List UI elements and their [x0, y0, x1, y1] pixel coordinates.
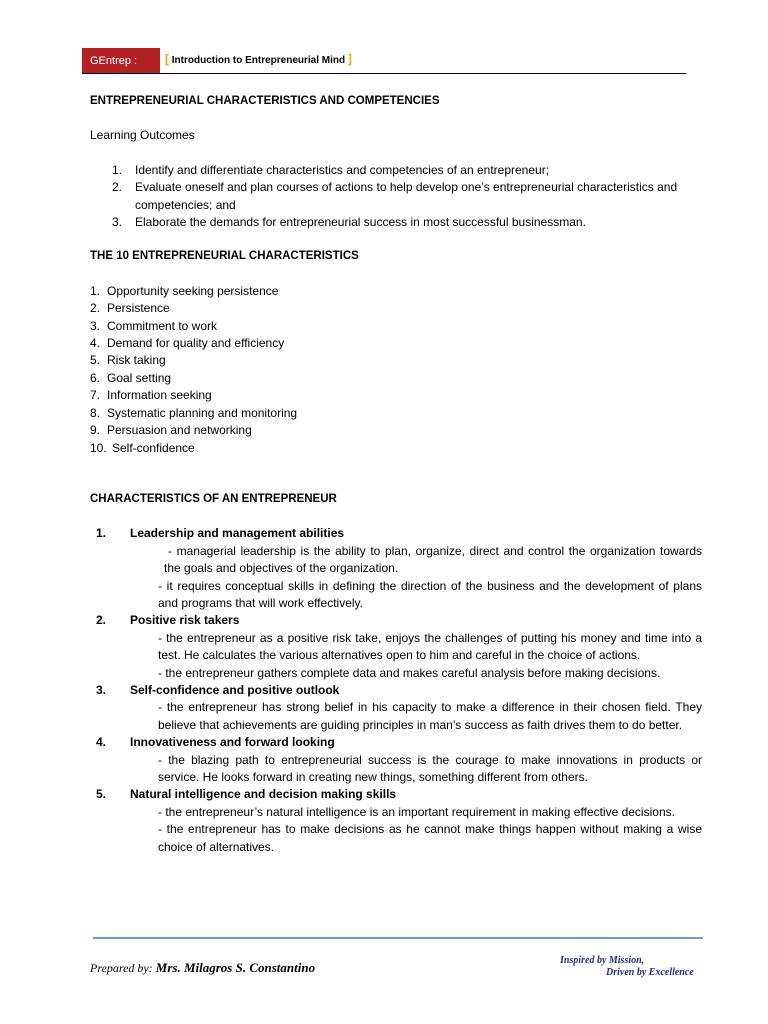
characteristic-title: Innovativeness and forward looking	[130, 735, 335, 750]
characteristic-title: Leadership and management abilities	[130, 526, 345, 541]
characteristic-desc: - the entrepreneur has strong belief in his capacity to make a difference in their chosen field. They believe that achievements are guiding principles in man’s success as faith drives them to do better.	[158, 700, 702, 732]
header-divider	[82, 73, 686, 74]
list-text: Information seeking	[107, 388, 212, 403]
characteristic-desc: - managerial leadership is the ability to plan, organize, direct and control the organization towards the goals and objectives of the organization.	[164, 543, 702, 576]
list-text: Commitment to work	[107, 318, 218, 333]
list-item	[90, 422, 702, 439]
list-number: 5.	[90, 353, 101, 368]
footer-divider	[93, 937, 703, 939]
list-number: 5.	[96, 787, 107, 802]
list-number: 4.	[96, 735, 107, 750]
list-text: Goal setting	[107, 370, 172, 385]
list-item	[90, 440, 702, 457]
list-item	[90, 179, 702, 214]
list-number: 1.	[96, 526, 107, 541]
characteristic-desc: - the entrepreneur gathers complete data and makes careful analysis before making decisions.	[158, 665, 661, 680]
list-text: Persistence	[107, 301, 170, 316]
header-tag: GEntrep :	[82, 48, 160, 74]
characteristic-desc: - the entrepreneur has to make decisions as he cannot make things happen without making a wise choice of alternatives.	[158, 822, 702, 854]
characteristic-title-row	[90, 525, 702, 542]
list-number: 2.	[96, 613, 107, 628]
list-text: Demand for quality and efficiency	[107, 336, 285, 351]
list-number: 2.	[112, 180, 123, 195]
document-body	[90, 93, 702, 856]
list-text: Self-confidence	[112, 440, 195, 455]
characteristic-desc: - the entrepreneur’s natural intelligence is an important requirement in making effective decisions.	[158, 804, 675, 819]
list-item	[90, 318, 702, 335]
prepared-by-name: Mrs. Milagros S. Constantino	[155, 960, 316, 975]
list-number: 1.	[90, 283, 101, 298]
list-item	[90, 214, 702, 231]
header-title-wrap	[165, 51, 352, 69]
bracket-open: [	[165, 52, 169, 66]
characteristic-title-row	[90, 682, 702, 699]
learning-outcomes-label: Learning Outcomes	[90, 128, 195, 143]
prepared-by	[90, 960, 315, 976]
list-text: Risk taking	[107, 353, 166, 368]
list-text: Persuasion and networking	[107, 423, 252, 438]
list-number: 6.	[90, 370, 101, 385]
header-title: Introduction to Entrepreneurial Mind	[171, 55, 346, 66]
list-number: 2.	[90, 301, 101, 316]
list-item	[90, 370, 702, 387]
characteristic-title-row	[90, 786, 702, 803]
list-text: Elaborate the demands for entrepreneurial success in most successful businessman.	[135, 215, 586, 230]
characteristics-list	[90, 525, 702, 856]
list-number: 7.	[90, 388, 101, 403]
list-item	[90, 162, 702, 179]
list-number: 10.	[90, 440, 107, 455]
bracket-close: ]	[347, 52, 352, 66]
list-text: Identify and differentiate characteristics and competencies of an entrepreneur;	[135, 162, 550, 177]
list-text: Opportunity seeking persistence	[107, 283, 279, 298]
characteristic-desc: - the entrepreneur as a positive risk take, enjoys the challenges of putting his money and time into a test. He calculates the various alternatives open to him and careful in the choice of actions.	[158, 630, 702, 663]
section-title: ENTREPRENEURIAL CHARACTERISTICS AND COMPETENCIES	[90, 95, 440, 107]
list-item	[90, 335, 702, 352]
list-number: 3.	[112, 215, 123, 230]
list-item	[90, 405, 702, 422]
ten-characteristics-list	[90, 283, 702, 457]
list-number: 9.	[90, 423, 101, 438]
characteristic-desc: - it requires conceptual skills in defining the direction of the business and the development of plans and programs that will work effectively.	[158, 578, 702, 610]
list-item	[90, 387, 702, 404]
list-number: 4.	[90, 336, 101, 351]
characteristics-heading: CHARACTERISTICS OF AN ENTREPRENEUR	[90, 492, 337, 505]
learning-outcomes-list	[90, 162, 702, 232]
characteristic-title: Self-confidence and positive outlook	[130, 682, 340, 697]
characteristic-desc: - the blazing path to entrepreneurial success is the courage to make innovations in products or service. He looks forward in creating new things, something different from others.	[158, 752, 702, 784]
motto-line-2: Driven by Excellence	[606, 967, 694, 978]
list-item	[90, 300, 702, 317]
list-number: 3.	[96, 682, 107, 697]
characteristic-title-row	[90, 612, 702, 629]
ten-characteristics-heading: THE 10 ENTREPRENEURIAL CHARACTERISTICS	[90, 250, 359, 263]
list-number: 3.	[90, 318, 101, 333]
list-number: 8.	[90, 405, 101, 420]
motto-line-1: Inspired by Mission,	[560, 955, 645, 966]
characteristic-title: Positive risk takers	[130, 613, 240, 628]
list-item	[90, 352, 702, 369]
list-number: 1.	[112, 162, 123, 177]
list-text: Evaluate oneself and plan courses of actions to help develop one’s entrepreneurial characteristics and competencies; and	[135, 180, 678, 212]
list-text: Systematic planning and monitoring	[107, 405, 298, 420]
characteristic-title-row	[90, 734, 702, 751]
characteristic-title: Natural intelligence and decision making skills	[130, 787, 397, 802]
prepared-by-label: Prepared by:	[90, 961, 153, 975]
list-item	[90, 283, 702, 300]
